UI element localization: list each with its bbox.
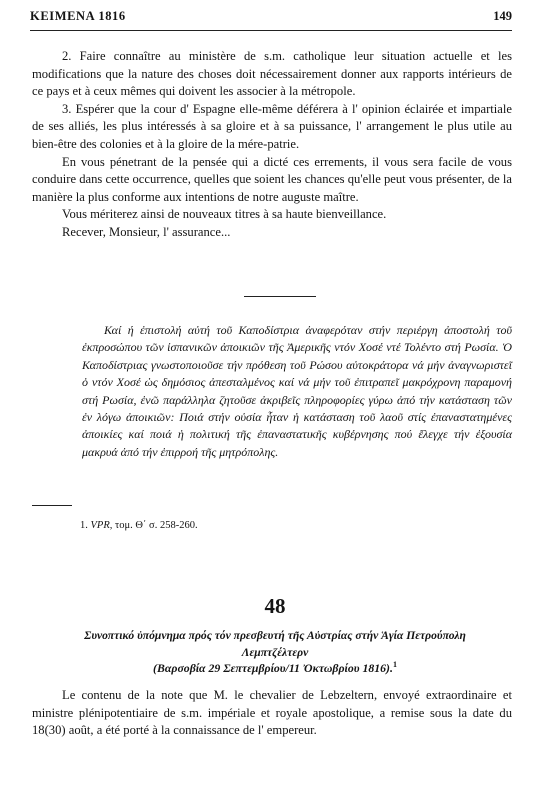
greek-commentary [82,322,512,461]
header-title: KEIMENA 1816 [30,9,126,23]
running-header [30,9,512,29]
document-heading-line2: Λεμπτζέλτερν [241,646,309,659]
french-letter-text [32,48,512,242]
paragraph-item-2: 2. Faire connaître au ministère de s.m. catholique leur situation actuelle et les modifications que la nature des choses doit nécessairement donner aux rapports intérieurs de ce pays et à ceux mêmes qui doivent les associer à la métropole. [32,49,512,99]
header-rule [30,30,512,31]
footnote-number: 1. [80,520,88,531]
footnote-rule [32,505,72,506]
greek-commentary-text: Καί ή ἐπιστολή αὐτή τοῦ Καποδίστρια ἀναφερόταν στήν περιέργη ἀποστολή τοῦ ἐκπροσώπου τῶν ἰσπανικῶν ἀποικιῶν τῆς Ἀμερικῆς ντόν Χοσέ ντέ Τολέντο στή Ρωσία. Ὁ Καποδίστριας γνωστοποιοῦσε τήν πρόθεση τοῦ Ρώσου αὐτοκράτορα νά μήν ἀναγνωριστεῖ ὁ ντόν Χοσέ ὡς δημόσιος ἀπεσταλμένος καί νά μήν τοῦ ἐπιτραπεῖ μακρόχρονη παραμονή στή Ρωσία, ἐνῶ παράλληλα ζητοῦσε ἀκριβεῖς πληροφορίες γύρω ἀπό τήν κατάσταση τῶν ἐν λόγω ἀποικιῶν: Ποιά στήν οὐσία ἦταν ἡ κατάσταση τοῦ λαοῦ στίς ἐπαναστατημένες ἀποικίες καί ποιά ἡ πολιτική τῆς ἐπαναστατικῆς κυβέρνησης πού ἔλεγχε τήν ἐξουσία μακρυά ἀπό τήν ἐπιρροή τῆς μητρόπολης. [82,323,512,459]
document-body-text: Le contenu de la note que M. le chevalier de Lebzeltern, envoyé extraordinaire et ministre plénipotentiaire de s.m. impériale et royale apostolique, a remise sous la date du 18(30) août, a été porté à la connaissance de l' empereur. [32,688,512,738]
paragraph-closing: Recever, Monsieur, l' assurance... [62,224,231,239]
document-body [32,687,512,740]
footnote [80,520,198,531]
document-heading [32,627,518,661]
footnote-source: VPR, [90,520,113,531]
page-number: 149 [493,9,512,23]
dateline-text: (Βαρσοβία 29 Σεπτεμβρίου/11 Ὀκτωβρίου 1816). [153,660,393,675]
section-separator [244,296,316,297]
paragraph-item-3: 3. Espérer que la cour d' Espagne elle-même déférera à l' opinion éclairée et impartiale de ses alliés, les plus intéressés à sa gloire et à sa puissance, l' arrangement le plus utile au bien-être des colonies et à la gloire de la mére-patrie. [32,101,512,151]
footnote-reference: τομ. Θ΄ σ. 258-260. [115,520,198,531]
document-number: 48 [264,594,286,618]
document-heading-line1: Συνοπτικό ὑπόμνημα πρός τόν πρεσβευτή τῆς Αὐστρίας στήν Ἁγία Πετρούπολη [84,629,466,642]
document-dateline [32,660,518,676]
dateline-footnote-marker: 1 [392,660,397,669]
paragraph-bienveillance: Vous mériterez ainsi de nouveaux titres à sa haute bienveillance. [62,207,387,222]
paragraph-instructions: En vous pénetrant de la pensée qui a dicté ces errements, il vous sera facile de vous conduire dans cette occurrence, quelles que soient les chances qu'elle peut vous présenter, de la manière la plus conforme aux intentions de notre auguste maître. [32,154,512,204]
